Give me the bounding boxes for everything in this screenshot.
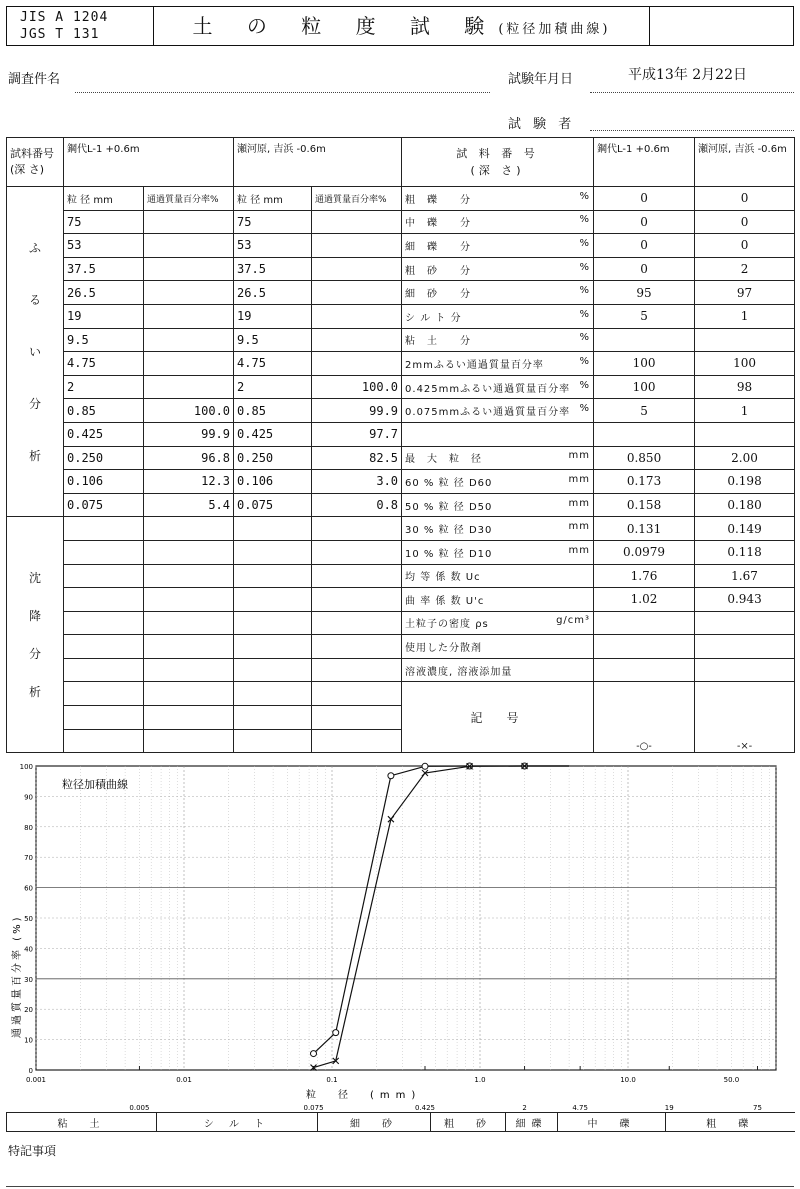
sieve-pass-2 [312, 257, 402, 281]
data-point-circle [311, 1051, 317, 1057]
property-name: 粗 砂 分 [405, 265, 472, 277]
sieve-pass-2: 3.0 [312, 470, 402, 494]
x-axis-label: 粒 径 (mm) [306, 1090, 422, 1101]
table-row [7, 257, 795, 281]
sieve-size-2: 37.5 [234, 257, 312, 281]
sed-pass-2 [312, 564, 402, 588]
sed-pass-2 [312, 706, 402, 730]
grain-class-1: シ ル ト [157, 1113, 318, 1132]
sieve-pass-1 [144, 257, 234, 281]
property-value-1: 0 [594, 234, 695, 258]
sed-pass-1 [144, 635, 234, 659]
property-value-2 [695, 611, 795, 635]
property-unit: % [579, 355, 591, 367]
sieve-size-1: 9.5 [64, 328, 144, 352]
notes-label: 特記事項 [8, 1144, 57, 1158]
sieve-size-2: 0.106 [234, 470, 312, 494]
sample-no-label: 試料番号 [10, 147, 54, 160]
property-value-2: 1.67 [695, 564, 795, 588]
property-label [402, 446, 594, 470]
x-tick-label: 0.1 [326, 1076, 338, 1084]
property-name: 0.075mmふるい通過質量百分率 [405, 407, 571, 419]
grain-class-4: 細礫 [506, 1113, 558, 1132]
property-name: 使用した分散剤 [405, 643, 483, 655]
sieve-pass-2: 99.9 [312, 399, 402, 423]
chart-title: 粒径加積曲線 [62, 778, 128, 791]
sieve-pass-2: 97.7 [312, 422, 402, 446]
y-tick-label: 60 [24, 884, 33, 893]
property-label [402, 187, 594, 211]
project-field [75, 92, 490, 93]
property-value-2: 0.149 [695, 517, 795, 541]
col-pass-1: 通過質量百分率% [144, 187, 234, 211]
sieve-pass-1 [144, 328, 234, 352]
sieve-pass-2 [312, 328, 402, 352]
property-name: 均 等 係 数 Uc [405, 572, 481, 584]
property-value-2: 98 [695, 375, 795, 399]
property-value-2: 0.180 [695, 493, 795, 517]
property-name: 最 大 粒 径 [405, 454, 483, 466]
tester-label: 試 験 者 [508, 117, 576, 132]
sieve-pass-1 [144, 234, 234, 258]
y-tick-label: 100 [19, 763, 33, 771]
sed-size-2 [234, 564, 312, 588]
property-value-2: 0.198 [695, 470, 795, 494]
table-header-row [7, 138, 795, 187]
y-axis-label: 通過質量百分率 (%) [12, 914, 23, 1038]
property-value-1: 0.131 [594, 517, 695, 541]
property-unit: mm [568, 497, 591, 509]
y-tick-label: 90 [24, 793, 33, 802]
standard-codes [6, 6, 154, 46]
property-name: 0.425mmふるい通過質量百分率 [405, 383, 571, 395]
property-label [402, 304, 594, 328]
col-pass-2: 通過質量百分率% [312, 187, 402, 211]
right-depth: (深 さ) [470, 164, 525, 177]
subtitle-text: (粒径加積曲線) [498, 22, 611, 37]
y-tick-label: 20 [24, 1006, 33, 1015]
sieve-size-2: 9.5 [234, 328, 312, 352]
property-label [402, 375, 594, 399]
sieve-tick-label: 0.425 [414, 1104, 436, 1112]
x-tick-label: 0.001 [25, 1076, 47, 1084]
sed-pass-1 [144, 611, 234, 635]
data-point-circle [422, 763, 428, 769]
property-value-1: 0.850 [594, 446, 695, 470]
property-label [402, 588, 594, 612]
table-row [7, 281, 795, 305]
sieve-size-1: 0.075 [64, 493, 144, 517]
property-label [402, 352, 594, 376]
grain-size-table [6, 137, 795, 753]
sed-size-2 [234, 540, 312, 564]
property-value-2 [695, 635, 795, 659]
date-field [590, 92, 794, 93]
sieve-pass-1 [144, 210, 234, 234]
table-row [7, 446, 795, 470]
property-value-1: 0.173 [594, 470, 695, 494]
table-row [7, 540, 795, 564]
property-unit: % [579, 190, 591, 202]
sed-pass-2 [312, 658, 402, 682]
sieve-pass-2 [312, 234, 402, 258]
sieve-size-2: 0.425 [234, 422, 312, 446]
property-label [402, 399, 594, 423]
x-tick-label: 1.0 [474, 1076, 486, 1084]
sieve-pass-2 [312, 281, 402, 305]
property-label [402, 517, 594, 541]
sieve-size-1: 19 [64, 304, 144, 328]
property-name: 50 % 粒 径 D50 [405, 501, 493, 513]
sed-pass-1 [144, 564, 234, 588]
depth-label: (深 さ) [10, 163, 45, 176]
symbol-label: 記 号 [402, 682, 594, 753]
property-name: 2mmふるい通過質量百分率 [405, 359, 544, 371]
property-value-2: 0 [695, 187, 795, 211]
col-size-1: 粒 径 mm [64, 187, 144, 211]
table-row [7, 635, 795, 659]
sieve-pass-1 [144, 375, 234, 399]
property-unit: % [579, 237, 591, 249]
table-row [7, 611, 795, 635]
property-unit: mm [568, 473, 591, 485]
standard-line-1: JIS A 1204 [20, 10, 109, 25]
property-value-2: 0.943 [695, 588, 795, 612]
symbol-1: -○- [594, 682, 695, 753]
property-unit: % [579, 308, 591, 320]
property-value-2: 97 [695, 281, 795, 305]
sieve-size-1: 53 [64, 234, 144, 258]
sieve-pass-2 [312, 210, 402, 234]
table-row [7, 470, 795, 494]
sed-pass-1 [144, 706, 234, 730]
property-name: 10 % 粒 径 D10 [405, 548, 493, 560]
table-row [7, 210, 795, 234]
sed-pass-1 [144, 517, 234, 541]
property-value-1: 0.158 [594, 493, 695, 517]
property-value-1 [594, 658, 695, 682]
table-row [7, 588, 795, 612]
sieve-size-1: 0.106 [64, 470, 144, 494]
sieve-size-2: 26.5 [234, 281, 312, 305]
y-tick-label: 0 [28, 1067, 33, 1075]
sed-size-2 [234, 517, 312, 541]
property-value-1: 1.76 [594, 564, 695, 588]
sieve-size-1: 26.5 [64, 281, 144, 305]
property-unit: % [579, 332, 591, 344]
sed-size-1 [64, 658, 144, 682]
property-value-1: 1.02 [594, 588, 695, 612]
property-unit: % [579, 379, 591, 391]
right-sample-1: 鋼代L-1 +0.6m [594, 138, 695, 187]
property-unit: % [579, 285, 591, 297]
sed-pass-2 [312, 611, 402, 635]
sieve-size-1: 0.85 [64, 399, 144, 423]
sieve-size-2: 2 [234, 375, 312, 399]
table-row [7, 328, 795, 352]
grain-class-0: 粘 土 [7, 1113, 157, 1132]
property-value-1: 0.0979 [594, 540, 695, 564]
sieve-pass-2 [312, 352, 402, 376]
property-unit: mm [568, 450, 591, 462]
property-label [402, 564, 594, 588]
property-value-1: 0 [594, 187, 695, 211]
sieve-pass-1 [144, 352, 234, 376]
sieve-size-2: 53 [234, 234, 312, 258]
notes-line [6, 1186, 794, 1187]
property-label [402, 422, 594, 446]
grain-class-6: 粗 礫 [666, 1113, 795, 1132]
sample-no-header [7, 138, 64, 187]
property-label [402, 234, 594, 258]
sed-pass-2 [312, 517, 402, 541]
sieve-size-2: 4.75 [234, 352, 312, 376]
property-value-1: 100 [594, 375, 695, 399]
property-value-1 [594, 635, 695, 659]
property-value-1 [594, 422, 695, 446]
sieve-tick-label: 75 [753, 1104, 762, 1112]
y-tick-label: 10 [24, 1036, 33, 1045]
sedimentation-section-label: 沈 降 分 析 [7, 517, 64, 753]
sed-size-1 [64, 517, 144, 541]
property-name: 溶液濃度, 溶液添加量 [405, 666, 513, 678]
sed-size-1 [64, 682, 144, 706]
sieve-tick-label: 0.005 [129, 1104, 150, 1112]
grain-class-strip [6, 1112, 795, 1132]
sieve-size-2: 0.075 [234, 493, 312, 517]
property-name: 細 砂 分 [405, 289, 472, 301]
right-sample-title: 試 料 番 号 [456, 147, 539, 160]
sed-pass-2 [312, 588, 402, 612]
property-name: 中 礫 分 [405, 218, 472, 230]
property-name: 土粒子の密度 ρs [405, 619, 489, 631]
property-label [402, 470, 594, 494]
table-row [7, 399, 795, 423]
date-label: 試験年月日 [508, 72, 574, 87]
right-sample-header [402, 138, 594, 187]
table-row [7, 422, 795, 446]
sed-pass-1 [144, 682, 234, 706]
data-point-circle [388, 773, 394, 779]
property-name: 30 % 粒 径 D30 [405, 525, 493, 537]
right-sample-2: 瀬河原, 吉浜 -0.6m [695, 138, 795, 187]
table-row [7, 658, 795, 682]
property-value-2: 2 [695, 257, 795, 281]
sed-size-2 [234, 588, 312, 612]
sed-size-2 [234, 658, 312, 682]
property-value-2: 0.118 [695, 540, 795, 564]
series-line-1 [314, 766, 570, 1054]
property-name: 曲 率 係 数 U'c [405, 595, 485, 607]
property-value-2: 100 [695, 352, 795, 376]
sed-size-1 [64, 588, 144, 612]
property-value-2 [695, 328, 795, 352]
sed-pass-1 [144, 588, 234, 612]
sieve-tick-label: 19 [664, 1104, 674, 1112]
property-value-2 [695, 658, 795, 682]
sieve-pass-1: 12.3 [144, 470, 234, 494]
table-row [7, 493, 795, 517]
y-tick-label: 50 [24, 915, 33, 923]
page-title [154, 6, 650, 46]
sample-1-name: 鋼代L-1 +0.6m [64, 138, 234, 187]
property-label [402, 635, 594, 659]
sieve-pass-1: 99.9 [144, 422, 234, 446]
tester-field [590, 130, 794, 131]
sed-size-2 [234, 706, 312, 730]
series-line-2 [314, 766, 570, 1068]
property-value-1: 5 [594, 304, 695, 328]
sed-size-2 [234, 611, 312, 635]
y-tick-label: 30 [24, 975, 33, 984]
property-unit: % [579, 214, 591, 226]
property-label [402, 210, 594, 234]
grain-class-3: 粗 砂 [431, 1113, 506, 1132]
sieve-size-2: 19 [234, 304, 312, 328]
sed-size-1 [64, 635, 144, 659]
sieve-pass-2: 82.5 [312, 446, 402, 470]
property-value-1: 95 [594, 281, 695, 305]
sed-size-2 [234, 682, 312, 706]
property-unit: mm [568, 521, 591, 533]
sieve-size-2: 75 [234, 210, 312, 234]
property-name: 60 % 粒 径 D60 [405, 477, 493, 489]
sieve-size-1: 75 [64, 210, 144, 234]
property-value-2: 0 [695, 234, 795, 258]
property-value-1: 5 [594, 399, 695, 423]
grading-curve-chart [0, 742, 800, 1112]
property-label [402, 658, 594, 682]
standard-line-2: JGS T 131 [20, 27, 100, 42]
property-label [402, 257, 594, 281]
property-unit: mm [568, 544, 591, 556]
sieve-pass-1: 5.4 [144, 493, 234, 517]
sed-pass-2 [312, 635, 402, 659]
sieve-size-1: 0.250 [64, 446, 144, 470]
sieve-size-1: 4.75 [64, 352, 144, 376]
sieve-size-1: 37.5 [64, 257, 144, 281]
property-name: 粘 土 分 [405, 336, 472, 348]
sed-size-2 [234, 635, 312, 659]
sieve-size-2: 0.250 [234, 446, 312, 470]
sieve-pass-2 [312, 304, 402, 328]
property-value-2: 2.00 [695, 446, 795, 470]
property-label [402, 328, 594, 352]
table-row [7, 375, 795, 399]
sed-pass-1 [144, 658, 234, 682]
title-text: 土 の 粒 度 試 験 [192, 14, 499, 38]
y-tick-label: 70 [24, 854, 33, 863]
sieve-size-1: 2 [64, 375, 144, 399]
table-row [7, 517, 795, 541]
sed-size-1 [64, 611, 144, 635]
property-value-2: 1 [695, 399, 795, 423]
property-value-1: 0 [594, 210, 695, 234]
sample-2-name: 瀬河原, 吉浜 -0.6m [234, 138, 402, 187]
y-tick-label: 80 [24, 823, 33, 832]
y-tick-label: 40 [24, 945, 33, 954]
property-label [402, 493, 594, 517]
property-label [402, 540, 594, 564]
x-tick-label: 0.01 [176, 1076, 192, 1084]
table-row [7, 682, 795, 706]
sieve-pass-2: 0.8 [312, 493, 402, 517]
property-value-1: 0 [594, 257, 695, 281]
sieve-tick-label: 4.75 [572, 1104, 588, 1112]
property-name: 粗 礫 分 [405, 194, 472, 206]
project-label: 調査件名 [8, 72, 61, 87]
symbol-2: -×- [695, 682, 795, 753]
date-value: 平成13年 2月22日 [628, 67, 747, 83]
sed-pass-2 [312, 540, 402, 564]
sed-size-1 [64, 540, 144, 564]
property-unit: % [579, 403, 591, 415]
property-value-2: 1 [695, 304, 795, 328]
sed-pass-2 [312, 682, 402, 706]
sieve-size-1: 0.425 [64, 422, 144, 446]
grain-class-2: 細 砂 [318, 1113, 431, 1132]
table-row [7, 304, 795, 328]
sed-size-1 [64, 706, 144, 730]
data-point-circle [333, 1030, 339, 1036]
property-name: シ ル ト 分 [405, 312, 462, 324]
sieve-pass-1 [144, 281, 234, 305]
property-value-2: 0 [695, 210, 795, 234]
x-tick-label: 50.0 [723, 1076, 740, 1084]
property-unit: g/cm³ [556, 615, 591, 627]
property-label [402, 611, 594, 635]
property-value-1 [594, 611, 695, 635]
property-value-1 [594, 328, 695, 352]
grain-class-5: 中 礫 [558, 1113, 666, 1132]
sed-size-1 [64, 564, 144, 588]
sieve-pass-1: 100.0 [144, 399, 234, 423]
property-unit: % [579, 261, 591, 273]
property-value-2 [695, 422, 795, 446]
table-row [7, 187, 795, 211]
table-row [7, 564, 795, 588]
property-label [402, 281, 594, 305]
property-value-1: 100 [594, 352, 695, 376]
property-name: 細 礫 分 [405, 241, 472, 253]
table-row [7, 234, 795, 258]
sieve-pass-1 [144, 304, 234, 328]
sieve-size-2: 0.85 [234, 399, 312, 423]
table-row [7, 352, 795, 376]
sieve-tick-label: 2 [522, 1104, 527, 1112]
sieve-section-label: ふ る い 分 析 [7, 187, 64, 517]
sed-pass-1 [144, 540, 234, 564]
sieve-tick-label: 0.075 [303, 1104, 324, 1112]
col-size-2: 粒 径 mm [234, 187, 312, 211]
sieve-pass-1: 96.8 [144, 446, 234, 470]
x-tick-label: 10.0 [620, 1076, 636, 1084]
sieve-pass-2: 100.0 [312, 375, 402, 399]
